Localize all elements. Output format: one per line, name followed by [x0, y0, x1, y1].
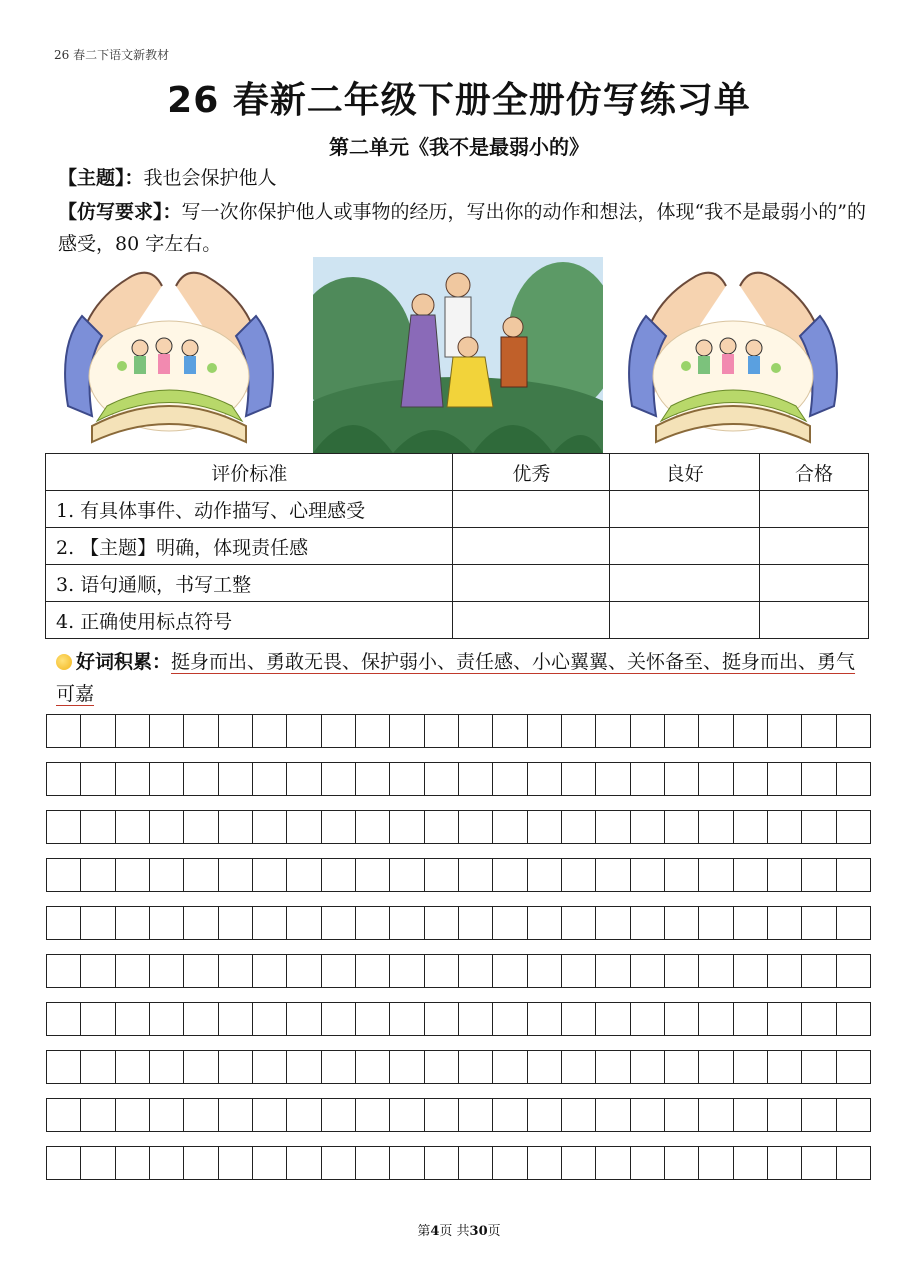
rating-cell[interactable]	[760, 565, 869, 602]
family-garden-illustration	[313, 257, 603, 453]
writing-cell[interactable]	[459, 763, 493, 795]
writing-cell[interactable]	[81, 955, 115, 987]
rating-cell[interactable]	[453, 565, 610, 602]
writing-cell[interactable]	[459, 1003, 493, 1035]
writing-cell[interactable]	[322, 811, 356, 843]
writing-cell[interactable]	[459, 1051, 493, 1083]
writing-grid-row	[46, 1098, 871, 1132]
header-pass: 合格	[760, 454, 869, 491]
writing-cell[interactable]	[184, 955, 218, 987]
requirement-label: 【仿写要求】：	[58, 201, 182, 223]
writing-cell[interactable]	[802, 1099, 836, 1131]
writing-cell[interactable]	[596, 715, 630, 747]
writing-cell[interactable]	[253, 955, 287, 987]
writing-cell[interactable]	[356, 1003, 390, 1035]
writing-cell[interactable]	[768, 811, 802, 843]
writing-cell[interactable]	[596, 811, 630, 843]
writing-cell[interactable]	[631, 907, 665, 939]
writing-cell[interactable]	[596, 763, 630, 795]
criteria-cell: 1. 有具体事件、动作描写、心理感受	[46, 491, 453, 528]
writing-grid-row	[46, 810, 871, 844]
writing-cell[interactable]	[459, 955, 493, 987]
writing-cell[interactable]	[631, 1099, 665, 1131]
writing-cell[interactable]	[528, 907, 562, 939]
writing-cell[interactable]	[837, 811, 870, 843]
writing-cell[interactable]	[562, 715, 596, 747]
writing-cell[interactable]	[631, 763, 665, 795]
writing-cell[interactable]	[699, 1099, 733, 1131]
header-criteria: 评价标准	[46, 454, 453, 491]
writing-cell[interactable]	[184, 1147, 218, 1179]
writing-cell[interactable]	[47, 859, 81, 891]
writing-cell[interactable]	[150, 907, 184, 939]
writing-cell[interactable]	[287, 859, 321, 891]
writing-cell[interactable]	[116, 955, 150, 987]
table-row	[46, 528, 869, 565]
writing-cell[interactable]	[184, 859, 218, 891]
good-words-section	[56, 646, 871, 710]
writing-cell[interactable]	[390, 907, 424, 939]
writing-cell[interactable]	[425, 1003, 459, 1035]
writing-cell[interactable]	[150, 715, 184, 747]
writing-cell[interactable]	[665, 715, 699, 747]
writing-grid-row	[46, 1050, 871, 1084]
writing-cell[interactable]	[47, 1003, 81, 1035]
writing-cell[interactable]	[47, 763, 81, 795]
writing-cell[interactable]	[837, 715, 870, 747]
writing-cell[interactable]	[356, 1147, 390, 1179]
writing-cell[interactable]	[425, 907, 459, 939]
writing-cell[interactable]	[425, 1051, 459, 1083]
writing-cell[interactable]	[356, 859, 390, 891]
writing-cell[interactable]	[116, 907, 150, 939]
writing-cell[interactable]	[81, 859, 115, 891]
writing-cell[interactable]	[356, 907, 390, 939]
writing-cell[interactable]	[802, 811, 836, 843]
writing-cell[interactable]	[47, 1099, 81, 1131]
writing-cell[interactable]	[596, 955, 630, 987]
writing-cell[interactable]	[150, 763, 184, 795]
writing-cell[interactable]	[562, 1003, 596, 1035]
writing-grid-row	[46, 1002, 871, 1036]
footer-suffix: 页	[487, 1224, 501, 1239]
writing-cell[interactable]	[390, 1003, 424, 1035]
writing-cell[interactable]	[219, 1147, 253, 1179]
writing-cell[interactable]	[596, 1099, 630, 1131]
writing-cell[interactable]	[253, 763, 287, 795]
theme-text: 我也会保护他人	[143, 167, 277, 189]
writing-cell[interactable]	[734, 715, 768, 747]
writing-cell[interactable]	[768, 859, 802, 891]
writing-cell[interactable]	[184, 1099, 218, 1131]
writing-cell[interactable]	[116, 1003, 150, 1035]
writing-cell[interactable]	[802, 907, 836, 939]
writing-cell[interactable]	[219, 907, 253, 939]
writing-cell[interactable]	[528, 811, 562, 843]
writing-cell[interactable]	[837, 859, 870, 891]
writing-cell[interactable]	[356, 811, 390, 843]
protecting-hands-illustration-left	[62, 256, 276, 452]
writing-cell[interactable]	[631, 955, 665, 987]
writing-cell[interactable]	[425, 715, 459, 747]
writing-cell[interactable]	[631, 1003, 665, 1035]
writing-cell[interactable]	[493, 715, 527, 747]
header-note: 26 春二下语文新教材	[54, 48, 170, 62]
writing-cell[interactable]	[802, 955, 836, 987]
writing-cell[interactable]	[699, 1051, 733, 1083]
evaluation-header-row	[46, 454, 869, 491]
protecting-hands-illustration-right	[626, 256, 840, 452]
writing-cell[interactable]	[631, 715, 665, 747]
footer-page-number: 4	[430, 1224, 440, 1239]
writing-cell[interactable]	[837, 763, 870, 795]
writing-cell[interactable]	[493, 811, 527, 843]
writing-cell[interactable]	[631, 1051, 665, 1083]
writing-cell[interactable]	[253, 907, 287, 939]
writing-cell[interactable]	[116, 1051, 150, 1083]
writing-cell[interactable]	[734, 1147, 768, 1179]
rating-cell[interactable]	[610, 491, 760, 528]
writing-cell[interactable]	[493, 1147, 527, 1179]
writing-cell[interactable]	[322, 1003, 356, 1035]
writing-cell[interactable]	[734, 763, 768, 795]
rating-cell[interactable]	[610, 528, 760, 565]
writing-cell[interactable]	[631, 811, 665, 843]
writing-cell[interactable]	[528, 763, 562, 795]
writing-cell[interactable]	[562, 811, 596, 843]
writing-cell[interactable]	[562, 859, 596, 891]
writing-cell[interactable]	[768, 1147, 802, 1179]
writing-cell[interactable]	[116, 859, 150, 891]
writing-cell[interactable]	[596, 1003, 630, 1035]
writing-cell[interactable]	[768, 1099, 802, 1131]
writing-cell[interactable]	[562, 1099, 596, 1131]
writing-cell[interactable]	[734, 811, 768, 843]
writing-cell[interactable]	[768, 763, 802, 795]
writing-cell[interactable]	[47, 715, 81, 747]
writing-cell[interactable]	[528, 859, 562, 891]
writing-cell[interactable]	[116, 1147, 150, 1179]
writing-cell[interactable]	[184, 763, 218, 795]
writing-cell[interactable]	[699, 859, 733, 891]
writing-cell[interactable]	[802, 1003, 836, 1035]
evaluation-table	[45, 453, 869, 639]
writing-cell[interactable]	[322, 955, 356, 987]
writing-cell[interactable]	[528, 1051, 562, 1083]
table-row	[46, 602, 869, 639]
writing-cell[interactable]	[562, 1051, 596, 1083]
writing-cell[interactable]	[287, 1051, 321, 1083]
writing-cell[interactable]	[665, 1099, 699, 1131]
writing-cell[interactable]	[47, 811, 81, 843]
page-title: 26 春新二年级下册全册仿写练习单	[167, 80, 751, 121]
writing-cell[interactable]	[356, 763, 390, 795]
writing-cell[interactable]	[768, 1051, 802, 1083]
footer-prefix: 第	[417, 1224, 431, 1239]
writing-cell[interactable]	[287, 1099, 321, 1131]
writing-cell[interactable]	[184, 1003, 218, 1035]
writing-cell[interactable]	[837, 1147, 870, 1179]
writing-cell[interactable]	[219, 859, 253, 891]
writing-cell[interactable]	[219, 811, 253, 843]
writing-cell[interactable]	[356, 1099, 390, 1131]
writing-cell[interactable]	[528, 715, 562, 747]
writing-cell[interactable]	[356, 1051, 390, 1083]
writing-cell[interactable]	[665, 955, 699, 987]
writing-cell[interactable]	[81, 1147, 115, 1179]
writing-cell[interactable]	[699, 907, 733, 939]
yellow-dot-icon	[56, 654, 72, 670]
writing-cell[interactable]	[665, 859, 699, 891]
writing-cell[interactable]	[528, 1003, 562, 1035]
writing-cell[interactable]	[699, 1003, 733, 1035]
writing-cell[interactable]	[768, 1003, 802, 1035]
writing-cell[interactable]	[493, 1051, 527, 1083]
rating-cell[interactable]	[453, 602, 610, 639]
writing-cell[interactable]	[631, 859, 665, 891]
writing-cell[interactable]	[596, 907, 630, 939]
writing-grid-row	[46, 762, 871, 796]
writing-cell[interactable]	[390, 955, 424, 987]
writing-cell[interactable]	[493, 1003, 527, 1035]
writing-cell[interactable]	[528, 955, 562, 987]
rating-cell[interactable]	[760, 491, 869, 528]
writing-cell[interactable]	[699, 1147, 733, 1179]
writing-cell[interactable]	[287, 1003, 321, 1035]
writing-cell[interactable]	[390, 859, 424, 891]
writing-cell[interactable]	[81, 1099, 115, 1131]
criteria-cell: 3. 语句通顺，书写工整	[46, 565, 453, 602]
writing-cell[interactable]	[459, 811, 493, 843]
writing-cell[interactable]	[287, 715, 321, 747]
writing-cell[interactable]	[631, 1147, 665, 1179]
writing-cell[interactable]	[47, 1051, 81, 1083]
writing-cell[interactable]	[459, 1099, 493, 1131]
header-excellent: 优秀	[453, 454, 610, 491]
footer-mid: 页 共	[439, 1224, 470, 1239]
writing-cell[interactable]	[459, 715, 493, 747]
writing-cell[interactable]	[837, 1003, 870, 1035]
writing-cell[interactable]	[802, 715, 836, 747]
writing-cell[interactable]	[322, 859, 356, 891]
writing-grid-row	[46, 1146, 871, 1180]
writing-cell[interactable]	[390, 1051, 424, 1083]
writing-grid-row	[46, 906, 871, 940]
writing-cell[interactable]	[459, 907, 493, 939]
writing-cell[interactable]	[287, 1147, 321, 1179]
writing-cell[interactable]	[287, 763, 321, 795]
writing-cell[interactable]	[81, 763, 115, 795]
writing-cell[interactable]	[665, 1147, 699, 1179]
writing-cell[interactable]	[116, 811, 150, 843]
rating-cell[interactable]	[610, 565, 760, 602]
writing-cell[interactable]	[699, 715, 733, 747]
writing-cell[interactable]	[665, 907, 699, 939]
writing-cell[interactable]	[150, 811, 184, 843]
writing-cell[interactable]	[150, 1003, 184, 1035]
writing-cell[interactable]	[219, 763, 253, 795]
unit-title: 第二单元《我不是最弱小的》	[329, 135, 589, 159]
writing-cell[interactable]	[253, 1051, 287, 1083]
writing-cell[interactable]	[219, 1051, 253, 1083]
writing-cell[interactable]	[734, 907, 768, 939]
requirement-line	[58, 196, 868, 260]
writing-cell[interactable]	[253, 811, 287, 843]
writing-cell[interactable]	[699, 763, 733, 795]
writing-grid-row	[46, 954, 871, 988]
writing-cell[interactable]	[734, 1099, 768, 1131]
writing-cell[interactable]	[81, 811, 115, 843]
writing-cell[interactable]	[81, 907, 115, 939]
writing-cell[interactable]	[150, 955, 184, 987]
rating-cell[interactable]	[760, 602, 869, 639]
theme-label: 【主题】：	[58, 167, 144, 189]
writing-cell[interactable]	[425, 859, 459, 891]
writing-cell[interactable]	[287, 955, 321, 987]
criteria-cell: 4. 正确使用标点符号	[46, 602, 453, 639]
rating-cell[interactable]	[610, 602, 760, 639]
table-row	[46, 491, 869, 528]
writing-cell[interactable]	[47, 1147, 81, 1179]
writing-cell[interactable]	[322, 907, 356, 939]
writing-cell[interactable]	[493, 955, 527, 987]
writing-cell[interactable]	[253, 715, 287, 747]
good-words-label: 好词积累：	[76, 651, 172, 673]
writing-cell[interactable]	[734, 1003, 768, 1035]
writing-cell[interactable]	[81, 1003, 115, 1035]
writing-cell[interactable]	[699, 955, 733, 987]
writing-cell[interactable]	[390, 715, 424, 747]
writing-cell[interactable]	[322, 1147, 356, 1179]
writing-cell[interactable]	[734, 859, 768, 891]
writing-cell[interactable]	[493, 763, 527, 795]
rating-cell[interactable]	[760, 528, 869, 565]
writing-cell[interactable]	[184, 811, 218, 843]
writing-cell[interactable]	[184, 907, 218, 939]
table-row	[46, 565, 869, 602]
writing-cell[interactable]	[253, 1147, 287, 1179]
header-good: 良好	[610, 454, 760, 491]
writing-cell[interactable]	[253, 1099, 287, 1131]
writing-cell[interactable]	[596, 1051, 630, 1083]
writing-cell[interactable]	[116, 715, 150, 747]
theme-line	[58, 162, 277, 194]
writing-cell[interactable]	[425, 955, 459, 987]
writing-cell[interactable]	[322, 1051, 356, 1083]
writing-cell[interactable]	[459, 1147, 493, 1179]
rating-cell[interactable]	[453, 491, 610, 528]
writing-cell[interactable]	[150, 1147, 184, 1179]
writing-cell[interactable]	[734, 1051, 768, 1083]
writing-cell[interactable]	[150, 859, 184, 891]
writing-grid	[46, 714, 871, 1194]
writing-cell[interactable]	[802, 1051, 836, 1083]
writing-cell[interactable]	[665, 1003, 699, 1035]
writing-cell[interactable]	[768, 715, 802, 747]
writing-cell[interactable]	[81, 1051, 115, 1083]
footer-total-pages: 30	[469, 1224, 488, 1239]
writing-cell[interactable]	[356, 955, 390, 987]
writing-cell[interactable]	[562, 1147, 596, 1179]
writing-cell[interactable]	[768, 955, 802, 987]
writing-cell[interactable]	[322, 1099, 356, 1131]
writing-cell[interactable]	[253, 859, 287, 891]
writing-cell[interactable]	[47, 907, 81, 939]
writing-cell[interactable]	[219, 1099, 253, 1131]
writing-cell[interactable]	[734, 955, 768, 987]
writing-cell[interactable]	[116, 1099, 150, 1131]
writing-cell[interactable]	[493, 1099, 527, 1131]
writing-cell[interactable]	[219, 1003, 253, 1035]
writing-cell[interactable]	[665, 763, 699, 795]
writing-grid-row	[46, 714, 871, 748]
writing-cell[interactable]	[493, 907, 527, 939]
rating-cell[interactable]	[453, 528, 610, 565]
writing-cell[interactable]	[596, 859, 630, 891]
writing-cell[interactable]	[219, 955, 253, 987]
writing-cell[interactable]	[665, 811, 699, 843]
writing-cell[interactable]	[219, 715, 253, 747]
writing-cell[interactable]	[150, 1099, 184, 1131]
writing-cell[interactable]	[802, 1147, 836, 1179]
writing-cell[interactable]	[425, 811, 459, 843]
writing-cell[interactable]	[665, 1051, 699, 1083]
writing-cell[interactable]	[390, 1099, 424, 1131]
writing-cell[interactable]	[425, 1099, 459, 1131]
writing-cell[interactable]	[802, 763, 836, 795]
writing-cell[interactable]	[837, 1099, 870, 1131]
writing-cell[interactable]	[596, 1147, 630, 1179]
writing-cell[interactable]	[390, 763, 424, 795]
writing-cell[interactable]	[699, 811, 733, 843]
writing-cell[interactable]	[116, 763, 150, 795]
writing-cell[interactable]	[184, 715, 218, 747]
writing-cell[interactable]	[322, 763, 356, 795]
writing-cell[interactable]	[184, 1051, 218, 1083]
writing-cell[interactable]	[287, 907, 321, 939]
writing-cell[interactable]	[562, 955, 596, 987]
writing-cell[interactable]	[322, 715, 356, 747]
writing-cell[interactable]	[837, 1051, 870, 1083]
writing-cell[interactable]	[459, 859, 493, 891]
writing-cell[interactable]	[150, 1051, 184, 1083]
writing-cell[interactable]	[425, 1147, 459, 1179]
writing-cell[interactable]	[562, 763, 596, 795]
writing-cell[interactable]	[81, 715, 115, 747]
writing-cell[interactable]	[287, 811, 321, 843]
writing-cell[interactable]	[837, 907, 870, 939]
writing-cell[interactable]	[528, 1147, 562, 1179]
writing-cell[interactable]	[528, 1099, 562, 1131]
good-words-list: 挺身而出、勇敢无畏、保护弱小、责任感、小心翼翼、关怀备至、挺身而出、勇气可嘉	[56, 651, 856, 705]
writing-cell[interactable]	[356, 715, 390, 747]
writing-cell[interactable]	[562, 907, 596, 939]
writing-cell[interactable]	[47, 955, 81, 987]
writing-cell[interactable]	[253, 1003, 287, 1035]
criteria-cell: 2. 【主题】明确，体现责任感	[46, 528, 453, 565]
writing-cell[interactable]	[390, 811, 424, 843]
writing-cell[interactable]	[425, 763, 459, 795]
writing-grid-row	[46, 858, 871, 892]
page-footer	[0, 1220, 918, 1239]
writing-cell[interactable]	[802, 859, 836, 891]
requirement-text: 写一次你保护他人或事物的经历，写出你的动作和想法，体现“我不是最弱小的”的感受，80 字左右。	[58, 201, 866, 255]
writing-cell[interactable]	[768, 907, 802, 939]
writing-cell[interactable]	[390, 1147, 424, 1179]
writing-cell[interactable]	[837, 955, 870, 987]
writing-cell[interactable]	[493, 859, 527, 891]
